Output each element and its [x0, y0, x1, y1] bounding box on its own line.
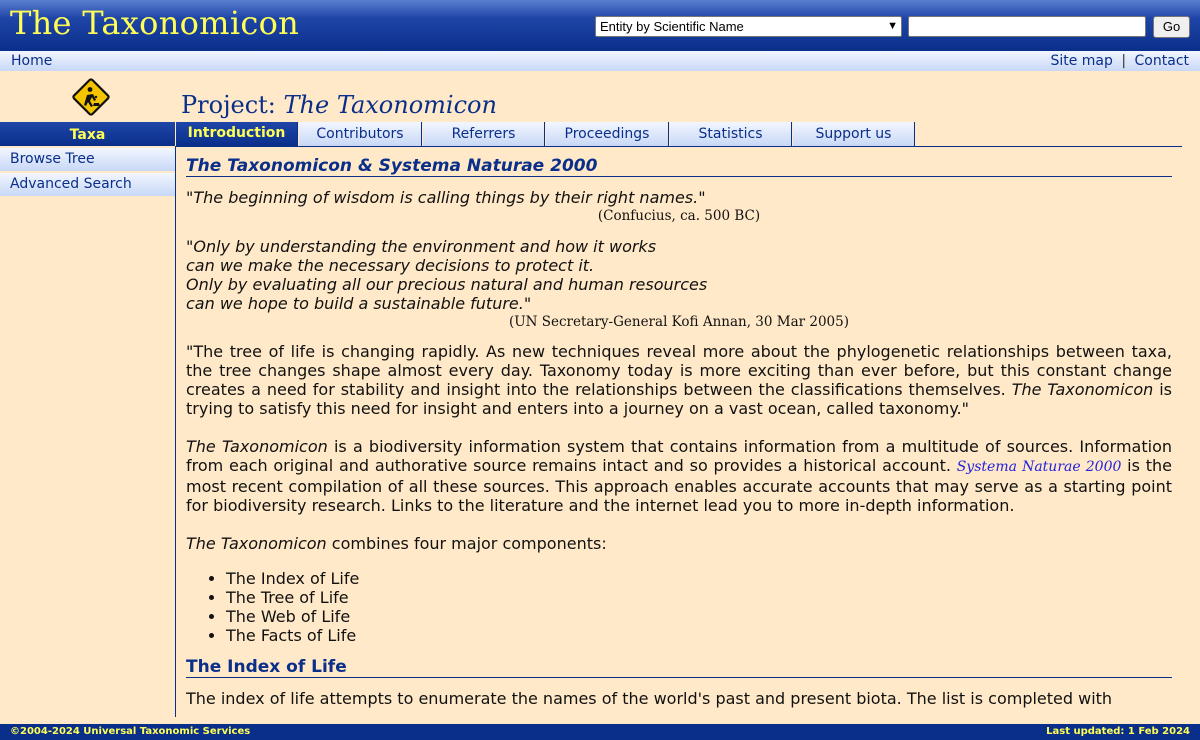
nav-separator: | — [1121, 53, 1127, 69]
paragraph-text: is a biodiversity information system that contains information from a multitude of sources. Information from each original and authorative source remains intact and so provides a historical account. — [186, 437, 1172, 475]
quote-annan-line: can we hope to build a sustainable future." — [186, 294, 532, 313]
last-updated-text: Last updated: 1 Feb 2024 — [1046, 726, 1190, 737]
sidebar-item-browse-tree[interactable]: Browse Tree — [0, 148, 175, 172]
site-map-link[interactable]: Site map — [1050, 53, 1113, 69]
systema-naturae-link[interactable]: Systema Naturae 2000 — [956, 459, 1122, 475]
top-nav — [0, 51, 1200, 71]
site-title[interactable]: The Taxonomicon — [10, 4, 300, 42]
nav-right-links — [1050, 53, 1189, 69]
paragraph-emphasis: The Taxonomicon — [186, 534, 327, 553]
sidebar-item-advanced-search[interactable]: Advanced Search — [0, 173, 175, 197]
tab-referrers[interactable]: Referrers — [423, 122, 545, 146]
search-type-value: Entity by Scientific Name — [600, 19, 744, 34]
sidebar-divider — [175, 146, 176, 717]
paragraph-emphasis: The Taxonomicon — [186, 437, 328, 456]
home-link[interactable]: Home — [11, 53, 53, 69]
project-prefix: Project: — [181, 91, 284, 119]
list-item: • The Index of Life — [226, 569, 1172, 588]
quote-annan-attribution: (UN Secretary-General Kofi Annan, 30 Mar 2005) — [509, 314, 849, 330]
list-item: • The Facts of Life — [226, 626, 1172, 645]
tab-statistics[interactable]: Statistics — [670, 122, 792, 146]
tab-underline — [176, 146, 1182, 147]
taxa-heading[interactable]: Taxa — [0, 122, 175, 146]
quote-annan — [186, 237, 1172, 313]
copyright-text: ©2004-2024 Universal Taxonomic Services — [10, 726, 251, 737]
section-heading-index-of-life: The Index of Life — [186, 651, 1172, 678]
paragraph-index-of-life: The index of life attempts to enumerate the names of the world's past and present biota. The list is completed with — [186, 689, 1113, 708]
paragraph-text: combines four major components: — [326, 534, 607, 553]
project-name: The Taxonomicon — [283, 91, 497, 119]
quote-annan-line: can we make the necessary decisions to protect it. — [186, 256, 595, 275]
footer-bar — [0, 724, 1200, 740]
tab-support-us[interactable]: Support us — [793, 122, 915, 146]
header-bar — [0, 0, 1200, 51]
tab-introduction[interactable]: Introduction — [176, 122, 298, 146]
search-type-select[interactable] — [595, 16, 902, 37]
quote-confucius-attribution: (Confucius, ca. 500 BC) — [597, 208, 761, 224]
search-input[interactable] — [908, 16, 1146, 37]
tab-contributors[interactable]: Contributors — [299, 122, 422, 146]
quote-annan-line: Only by evaluating all our precious natural and human resources — [186, 275, 708, 294]
paragraph-text: "The tree of life is changing rapidly. As new techniques reveal more about the phylogenetic relationships between taxa, the tree changes shape almost every day. Taxonomy today is more exciting than ever before, but this constant change creates a need for stability and insight into the relationships between the classifications themselves. — [186, 342, 1172, 399]
list-item: • The Web of Life — [226, 607, 1172, 626]
paragraph-text: is trying to satisfy this need for insight and enters into a journey on a vast ocean, called taxonomy." — [186, 380, 1172, 418]
components-list — [226, 569, 1172, 645]
paragraph-text: is the most recent compilation of all these sources. This approach enables accurate accounts that may serve as a starting point for biodiversity research. Links to the literature and the internet lead you to more in-depth information. — [186, 456, 1172, 515]
quote-confucius: "The beginning of wisdom is calling things by their right names." — [186, 188, 706, 207]
paragraph-biodiversity — [186, 437, 1172, 515]
contact-link[interactable]: Contact — [1134, 53, 1189, 69]
quote-annan-line: "Only by understanding the environment and how it works — [186, 237, 657, 256]
list-item: • The Tree of Life — [226, 588, 1172, 607]
paragraph-emphasis: The Taxonomicon — [1011, 380, 1154, 399]
go-button[interactable]: Go — [1153, 16, 1190, 38]
tab-proceedings[interactable]: Proceedings — [546, 122, 669, 146]
construction-worker-sign-icon[interactable] — [70, 76, 112, 118]
chevron-down-icon: ▼ — [887, 20, 898, 32]
paragraph-components — [186, 534, 1172, 553]
page-title — [181, 91, 497, 119]
main-content — [186, 150, 1172, 716]
section-heading-main: The Taxonomicon & Systema Naturae 2000 — [186, 150, 1172, 177]
paragraph-tree-of-life — [186, 342, 1172, 418]
